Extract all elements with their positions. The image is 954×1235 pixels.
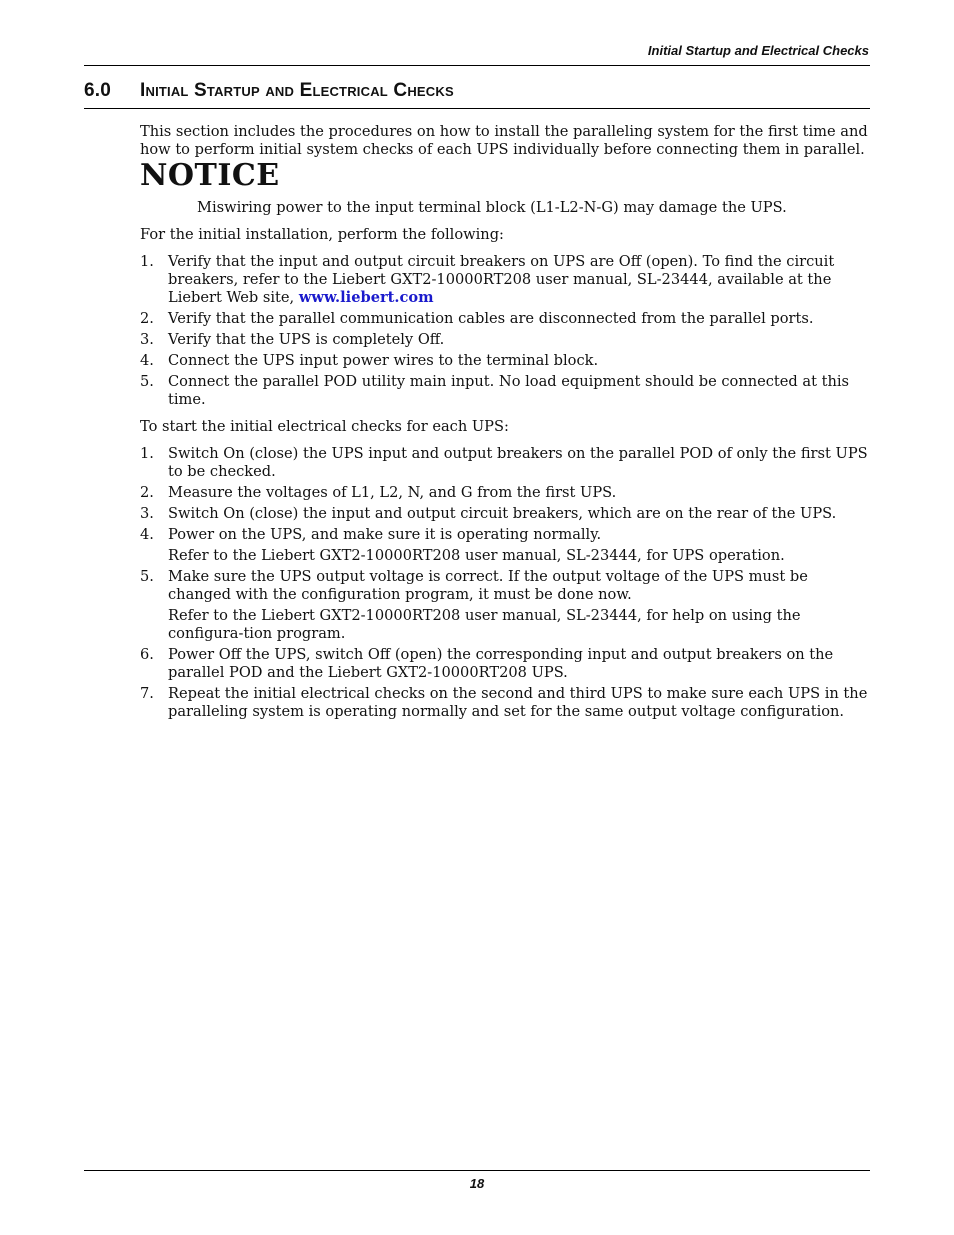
electrical-checks-lead: To start the initial electrical checks for each UPS: xyxy=(140,418,509,435)
running-header: Initial Startup and Electrical Checks xyxy=(647,43,869,58)
page-number: 18 xyxy=(469,1176,485,1191)
step-number: 6. xyxy=(140,646,154,663)
list-item xyxy=(140,310,872,328)
list-item xyxy=(140,484,872,502)
page-content xyxy=(140,123,872,730)
step-number: 5. xyxy=(140,373,154,390)
list-item xyxy=(140,526,872,565)
step-text: Connect the parallel POD utility main input. No load equipment should be connected at this time. xyxy=(168,373,850,408)
step-note: Refer to the Liebert GXT2-10000RT208 user manual, SL-23444, for help on using the configura-tion program. xyxy=(168,607,801,642)
step-number: 3. xyxy=(140,505,154,522)
installation-lead: For the initial installation, perform the following: xyxy=(140,226,504,243)
step-text: Switch On (close) the UPS input and output breakers on the parallel POD of only the first UPS to be checked. xyxy=(168,445,868,480)
notice-title: NOTICE xyxy=(140,158,280,193)
section-title: Initial Startup and Electrical Checks xyxy=(140,80,454,101)
section-rule xyxy=(84,108,870,109)
step-text: Measure the voltages of L1, L2, N, and G from the first UPS. xyxy=(168,484,617,501)
installation-steps xyxy=(140,253,872,409)
step-number: 2. xyxy=(140,310,154,327)
step-text: Verify that the input and output circuit breakers on UPS are Off (open). To find the circuit breakers, refer to the Liebert GXT2-10000RT208 user manual, SL-23444, available at the Liebert Web site, xyxy=(168,253,835,306)
list-item xyxy=(140,373,872,409)
list-item xyxy=(140,568,872,643)
step-number: 7. xyxy=(140,685,154,702)
step-number: 4. xyxy=(140,526,154,543)
list-item xyxy=(140,331,872,349)
step-text: Repeat the initial electrical checks on the second and third UPS to make sure each UPS in the paralleling system is operating normally and set for the same output voltage configuration. xyxy=(168,685,868,720)
section-number: 6.0 xyxy=(84,80,112,101)
liebert-website-link[interactable]: www.liebert.com xyxy=(298,289,434,306)
step-text: Verify that the UPS is completely Off. xyxy=(168,331,445,348)
step-note: Refer to the Liebert GXT2-10000RT208 user manual, SL-23444, for UPS operation. xyxy=(168,547,785,564)
step-number: 1. xyxy=(140,253,154,270)
step-number: 3. xyxy=(140,331,154,348)
step-text: Connect the UPS input power wires to the terminal block. xyxy=(168,352,599,369)
list-item xyxy=(140,445,872,481)
header-rule xyxy=(84,65,870,66)
step-number: 5. xyxy=(140,568,154,585)
step-text: Power on the UPS, and make sure it is operating normally. xyxy=(168,526,602,543)
step-number: 4. xyxy=(140,352,154,369)
list-item xyxy=(140,253,872,307)
step-text: Verify that the parallel communication cables are disconnected from the parallel ports. xyxy=(168,310,814,327)
notice-text: Miswiring power to the input terminal block (L1-L2-N-G) may damage the UPS. xyxy=(197,199,787,216)
intro-paragraph: This section includes the procedures on how to install the paralleling system for the first time and how to perform initial system checks of each UPS individually before connecting them in parallel. xyxy=(140,123,868,158)
section-heading xyxy=(84,80,454,102)
list-item xyxy=(140,646,872,682)
step-text: Switch On (close) the input and output circuit breakers, which are on the rear of the UPS. xyxy=(168,505,837,522)
list-item xyxy=(140,352,872,370)
step-text: Power Off the UPS, switch Off (open) the corresponding input and output breakers on the parallel POD and the Liebert GXT2-10000RT208 UPS. xyxy=(168,646,834,681)
step-number: 2. xyxy=(140,484,154,501)
step-number: 1. xyxy=(140,445,154,462)
footer-rule xyxy=(84,1170,870,1171)
step-text: Make sure the UPS output voltage is correct. If the output voltage of the UPS must be changed with the configuration program, it must be done now. xyxy=(168,568,808,603)
electrical-checks-steps xyxy=(140,445,872,721)
notice-block xyxy=(140,159,872,217)
list-item xyxy=(140,685,872,721)
list-item xyxy=(140,505,872,523)
